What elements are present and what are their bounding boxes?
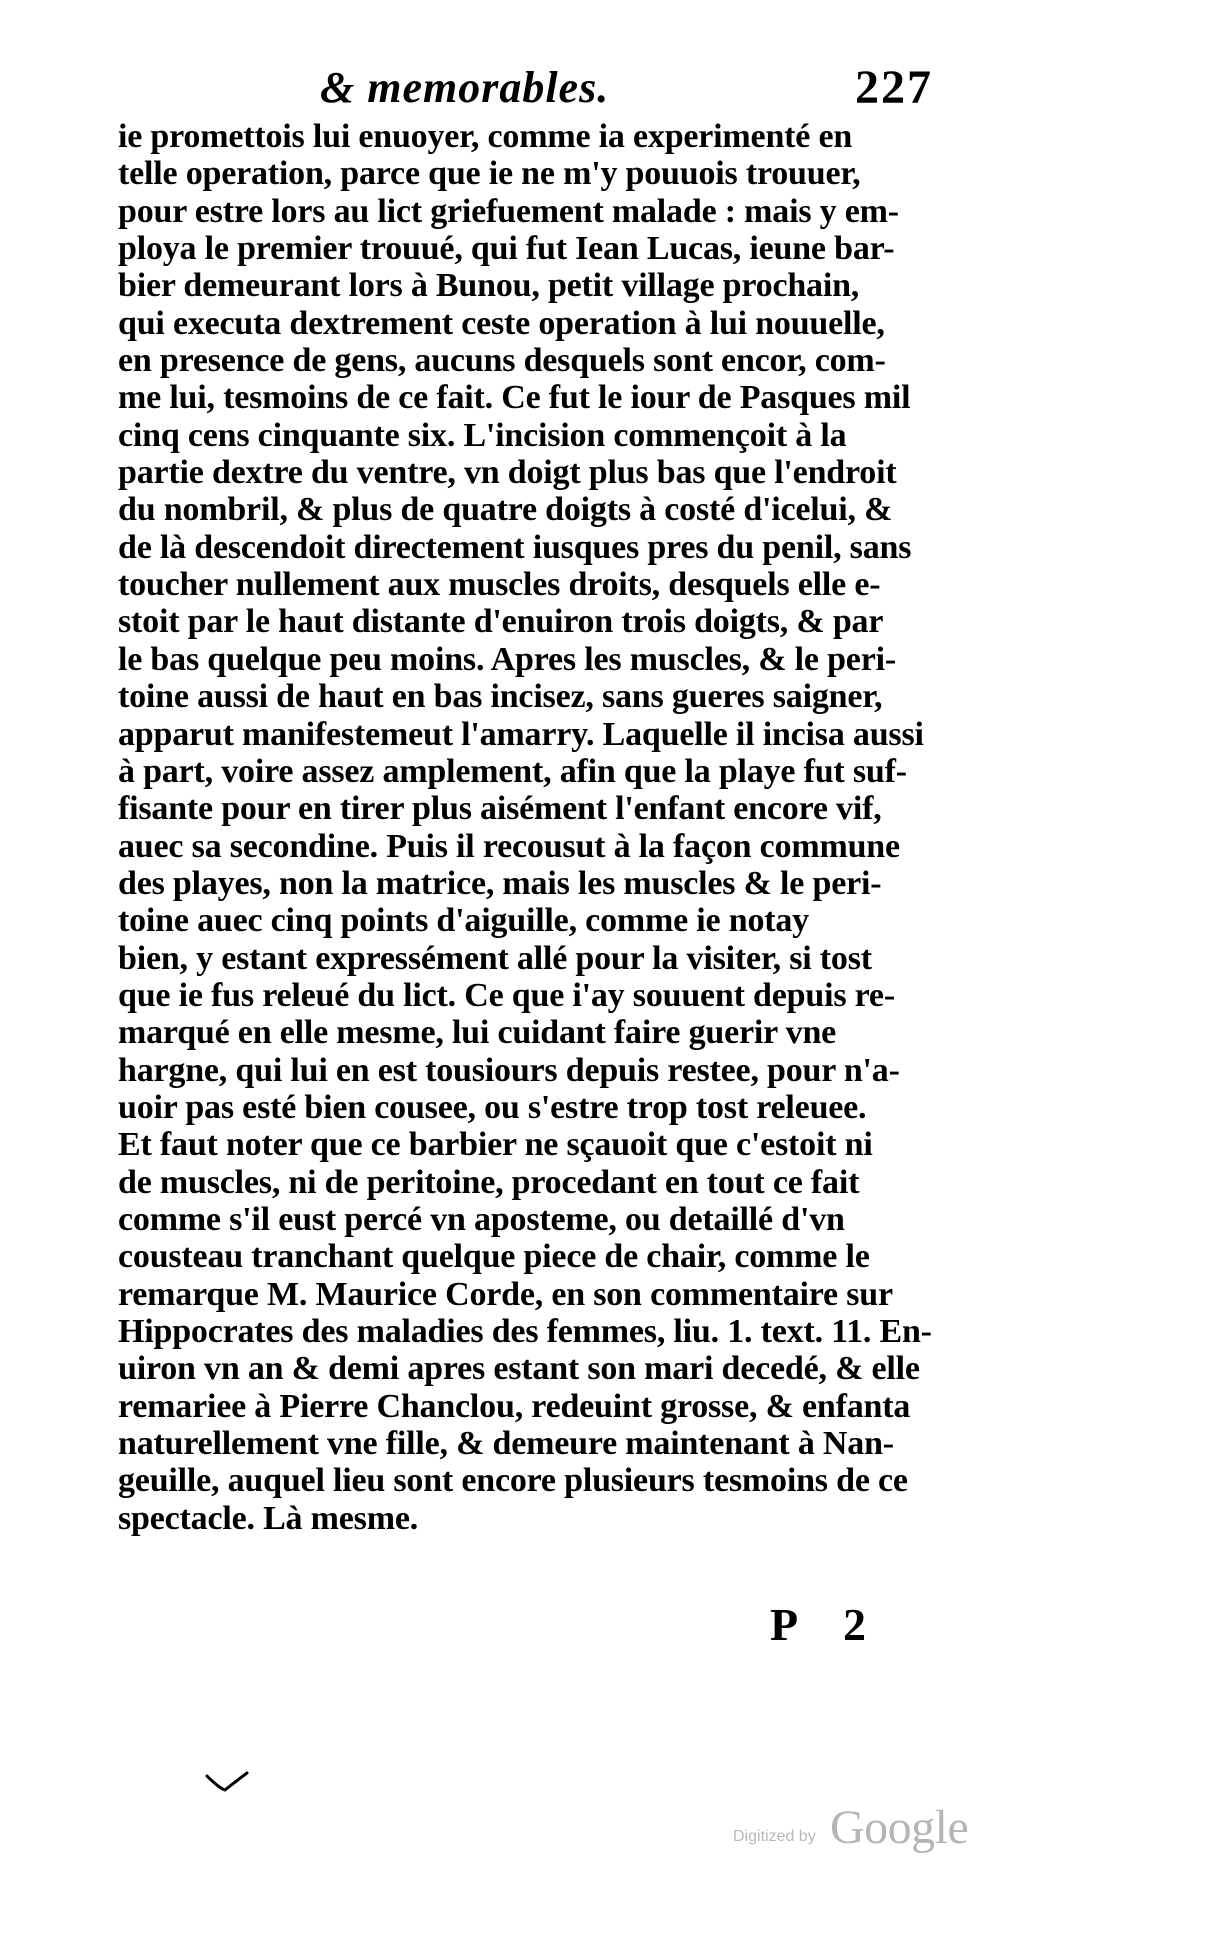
text-line: marqué en elle mesme, lui cuidant faire guerir vne [118, 1014, 837, 1052]
text-line: du nombril, & plus de quatre doigts à costé d'icelui, & [118, 491, 893, 529]
text-line: telle operation, parce que ie ne m'y pouuois trouuer, [118, 155, 861, 193]
text-line: naturellement vne fille, & demeure maintenant à Nan- [118, 1425, 894, 1463]
digitized-by-label: Digitized by [733, 1828, 816, 1845]
text-line: hargne, qui lui en est tousiours depuis restee, pour n'a- [118, 1051, 900, 1089]
text-line: toine auec cinq points d'aiguille, comme ie notay [118, 902, 809, 940]
page-number: 227 [855, 61, 933, 114]
text-line: bien, y estant expressément allé pour la visiter, si tost [118, 939, 872, 977]
text-line: apparut manifestemeut l'amarry. Laquelle il incisa aussi [118, 715, 924, 753]
text-line: remariee à Pierre Chanclou, redeuint grosse, & enfanta [118, 1387, 911, 1425]
text-line: me lui, tesmoins de ce fait. Ce fut le iour de Pasques mil [118, 379, 911, 417]
signature-mark: P 2 [770, 1599, 885, 1650]
ink-mark-icon [205, 1770, 249, 1794]
text-line: en presence de gens, aucuns desquels sont encor, com- [118, 342, 886, 380]
text-line: Et faut noter que ce barbier ne sçauoit que c'estoit ni [118, 1126, 873, 1164]
text-line: à part, voire assez amplement, afin que la playe fut suf- [118, 752, 907, 790]
text-line: spectacle. Là mesme. [118, 1499, 419, 1537]
text-line: bier demeurant lors à Bunou, petit village prochain, [118, 267, 860, 305]
text-line: des playes, non la matrice, mais les muscles & le peri- [118, 864, 882, 902]
text-line: toine aussi de haut en bas incisez, sans gueres saigner, [118, 678, 883, 716]
body-text [118, 118, 978, 1537]
text-line: pour estre lors au lict griefuement malade : mais y em- [118, 192, 899, 230]
text-line: le bas quelque peu moins. Apres les muscles, & le peri- [118, 640, 896, 678]
text-line: cousteau tranchant quelque piece de chair, comme le [118, 1238, 870, 1276]
text-line: fisante pour en tirer plus aisément l'enfant encore vif, [118, 790, 882, 828]
text-line: qui executa dextrement ceste operation à lui nouuelle, [118, 304, 885, 342]
running-title: & memorables. [320, 63, 610, 112]
text-line: partie dextre du ventre, vn doigt plus bas que l'endroit [118, 454, 897, 492]
text-line: auec sa secondine. Puis il recousut à la façon commune [118, 827, 900, 865]
text-line: ploya le premier trouué, qui fut Iean Lucas, ieune bar- [118, 230, 895, 268]
text-line: stoit par le haut distante d'enuiron trois doigts, & par [118, 603, 884, 641]
text-line: geuille, auquel lieu sont encore plusieurs tesmoins de ce [118, 1462, 908, 1500]
text-line: toucher nullement aux muscles droits, desquels elle e- [118, 566, 881, 604]
text-line: uoir pas esté bien cousee, ou s'estre trop tost releuee. [118, 1088, 867, 1126]
text-line: uiron vn an & demi apres estant son mari decedé, & elle [118, 1350, 920, 1388]
text-line: cinq cens cinquante six. L'incision commençoit à la [118, 416, 847, 454]
text-line: de là descendoit directement iusques pres du penil, sans [118, 528, 912, 566]
text-line: remarque M. Maurice Corde, en son commentaire sur [118, 1275, 893, 1313]
google-logo: Google [830, 1801, 969, 1854]
text-line: de muscles, ni de peritoine, procedant en tout ce fait [118, 1163, 860, 1201]
text-line: que ie fus releué du lict. Ce que i'ay souuent depuis re- [118, 976, 895, 1014]
text-line: ie promettois lui enuoyer, comme ia experimenté en [118, 118, 853, 155]
text-line: Hippocrates des maladies des femmes, liu. 1. text. 11. En- [118, 1313, 932, 1350]
text-line: comme s'il eust percé vn aposteme, ou detaillé d'vn [118, 1200, 845, 1238]
